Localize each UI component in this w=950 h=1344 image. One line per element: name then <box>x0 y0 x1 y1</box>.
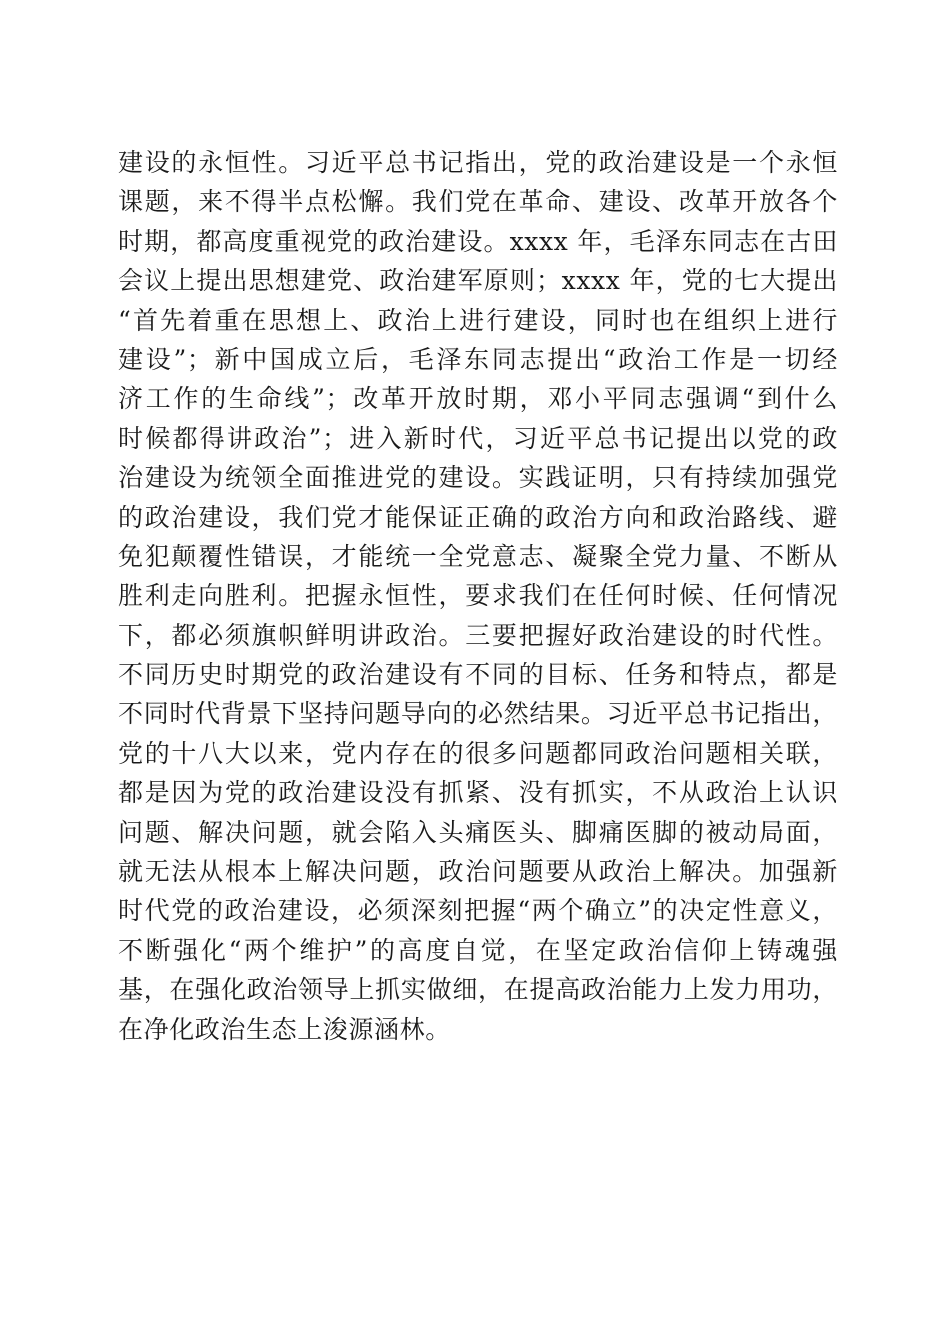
text-line: 建设的永恒性。习近平总书记指出，党的政治建设是一个永恒 <box>118 148 838 177</box>
text-line: 问题、解决问题，就会陷入头痛医头、脚痛医脚的被动局面， <box>118 817 838 847</box>
body-paragraph <box>118 143 838 1049</box>
text-line: 胜利走向胜利。把握永恒性，要求我们在任何时候、任何情况 <box>118 581 838 611</box>
text-line: 时代党的政治建设，必须深刻把握“两个确立”的决定性意义， <box>118 896 838 926</box>
text-line: 就无法从根本上解决问题，政治问题要从政治上解决。加强新 <box>118 857 838 887</box>
text-line: 治建设为统领全面推进党的建设。实践证明，只有持续加强党 <box>118 463 838 493</box>
text-line: 基，在强化政治领导上抓实做细，在提高政治能力上发力用功， <box>118 975 838 1005</box>
text-line: 不同历史时期党的政治建设有不同的目标、任务和特点，都是 <box>118 660 838 690</box>
text-line: 不同时代背景下坚持问题导向的必然结果。习近平总书记指出， <box>118 699 838 729</box>
text-line-last: 在净化政治生态上浚源涵林。 <box>118 1014 451 1044</box>
text-line: 都是因为党的政治建设没有抓紧、没有抓实，不从政治上认识 <box>118 778 838 808</box>
text-line: 济工作的生命线”；改革开放时期，邓小平同志强调“到什么 <box>118 384 838 414</box>
text-line: “首先着重在思想上、政治上进行建设，同时也在组织上进行 <box>118 305 838 335</box>
text-line: 建设”；新中国成立后，毛泽东同志提出“政治工作是一切经 <box>118 344 838 374</box>
text-line: 时期，都高度重视党的政治建设。xxxx 年，毛泽东同志在古田 <box>118 226 838 256</box>
text-line: 的政治建设，我们党才能保证正确的政治方向和政治路线、避 <box>118 502 838 532</box>
text-line: 不断强化“两个维护”的高度自觉，在坚定政治信仰上铸魂强 <box>118 935 838 965</box>
text-line: 党的十八大以来，党内存在的很多问题都同政治问题相关联， <box>118 738 838 768</box>
text-line: 课题，来不得半点松懈。我们党在革命、建设、改革开放各个 <box>118 187 838 217</box>
text-line: 会议上提出思想建党、政治建军原则；xxxx 年，党的七大提出 <box>118 266 838 296</box>
text-line: 免犯颠覆性错误，才能统一全党意志、凝聚全党力量、不断从 <box>118 541 838 571</box>
text-line: 下，都必须旗帜鲜明讲政治。三要把握好政治建设的时代性。 <box>118 620 838 650</box>
text-line: 时候都得讲政治”；进入新时代，习近平总书记提出以党的政 <box>118 423 838 453</box>
